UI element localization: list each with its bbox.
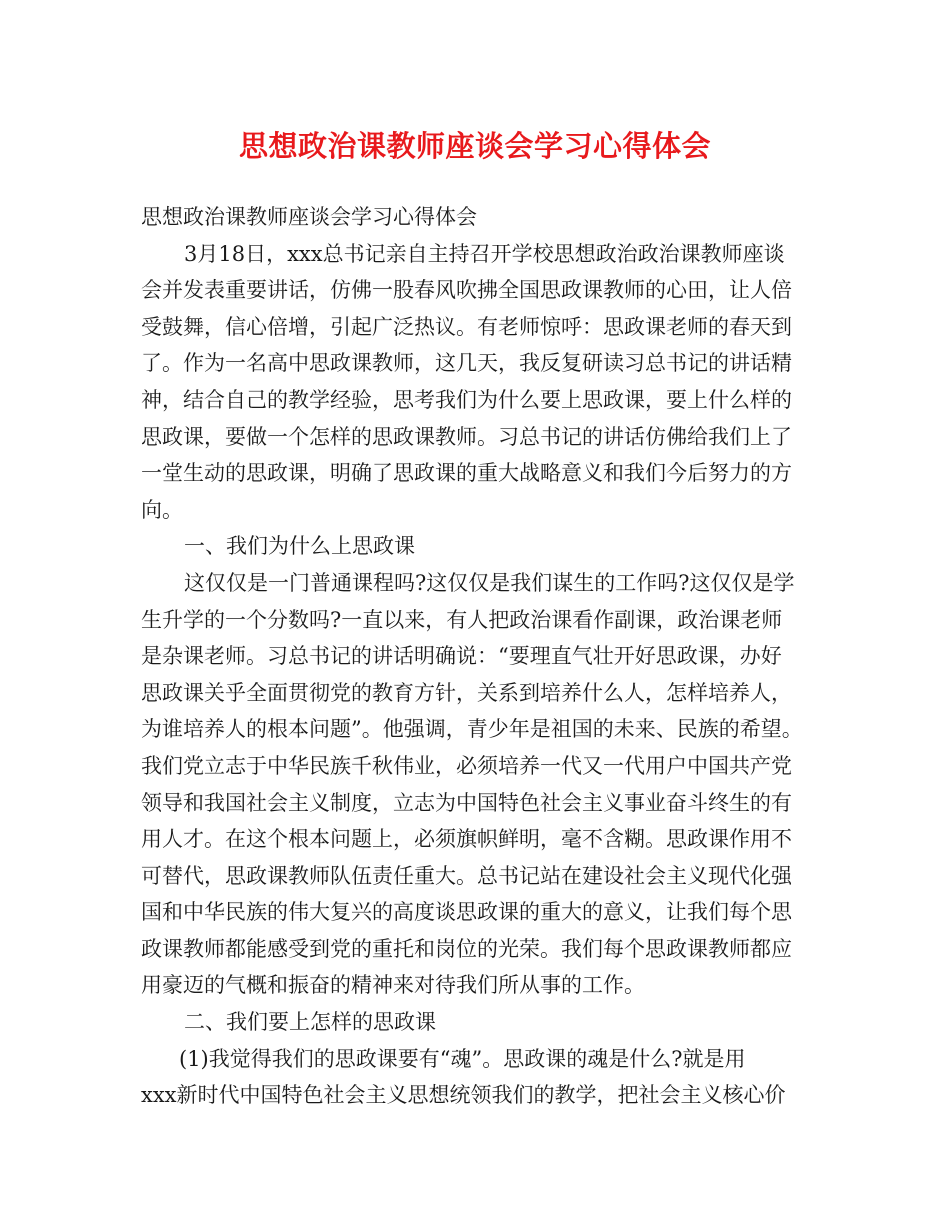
text-line: 可替代，思政课教师队伍责任重大。总书记站在建设社会主义现代化强	[141, 863, 792, 888]
section-heading: 一、我们为什么上思政课	[184, 534, 415, 559]
text-line: 向。	[141, 497, 183, 522]
text-line: 国和中华民族的伟大复兴的高度谈思政课的重大的意义，让我们每个思	[141, 900, 792, 925]
text-line: 领导和我国社会主义制度，立志为中国特色社会主义事业奋斗终生的有	[141, 790, 792, 815]
section-heading: 二、我们要上怎样的思政课	[184, 1010, 436, 1035]
text-line: 思想政治课教师座谈会学习心得体会	[141, 205, 477, 229]
text-line: 思政课，要做一个怎样的思政课教师。习总书记的讲话仿佛给我们上了	[141, 424, 792, 449]
text-line: 为谁培养人的根本问题”。他强调，青少年是祖国的未来、民族的希望。	[141, 717, 803, 742]
text-line: (1)我觉得我们的思政课要有“魂”。思政课的魂是什么?就是用	[179, 1046, 746, 1071]
text-line: 用人才。在这个根本问题上，必须旗帜鲜明，毫不含糊。思政课作用不	[141, 827, 792, 852]
text-line: 了。作为一名高中思政课教师，这几天，我反复研读习总书记的讲话精	[141, 351, 792, 376]
text-line: 受鼓舞，信心倍增，引起广泛热议。有老师惊呼：思政课老师的春天到	[141, 314, 792, 339]
text-line: 我们党立志于中华民族千秋伟业，必须培养一代又一代用户中国共产党	[141, 753, 792, 778]
text-line: 3月18日，xxx总书记亲自主持召开学校思想政治政治课教师座谈	[184, 241, 785, 266]
text-line: 政课教师都能感受到党的重托和岗位的光荣。我们每个思政课教师都应	[141, 936, 792, 961]
text-line: xxx新时代中国特色社会主义思想统领我们的教学，把社会主义核心价	[141, 1083, 786, 1108]
text-line: 神，结合自己的教学经验，思考我们为什么要上思政课，要上什么样的	[141, 387, 792, 412]
text-line: 思政课关乎全面贯彻党的教育方针，关系到培养什么人，怎样培养人，	[141, 680, 792, 705]
text-line: 用豪迈的气概和振奋的精神来对待我们所从事的工作。	[141, 973, 645, 998]
document-title: 思想政治课教师座谈会学习心得体会	[238, 129, 711, 163]
document-body	[141, 199, 821, 1114]
text-line: 一堂生动的思政课，明确了思政课的重大战略意义和我们今后努力的方	[141, 461, 792, 486]
text-line: 是杂课老师。习总书记的讲话明确说：“要理直气壮开好思政课，办好	[141, 644, 782, 669]
text-line: 生升学的一个分数吗?一直以来，有人把政治课看作副课，政治课老师	[141, 607, 783, 632]
text-line: 会并发表重要讲话，仿佛一股春风吹拂全国思政课教师的心田，让人倍	[141, 278, 792, 303]
text-line: 这仅仅是一门普通课程吗?这仅仅是我们谋生的工作吗?这仅仅是学	[184, 570, 795, 595]
